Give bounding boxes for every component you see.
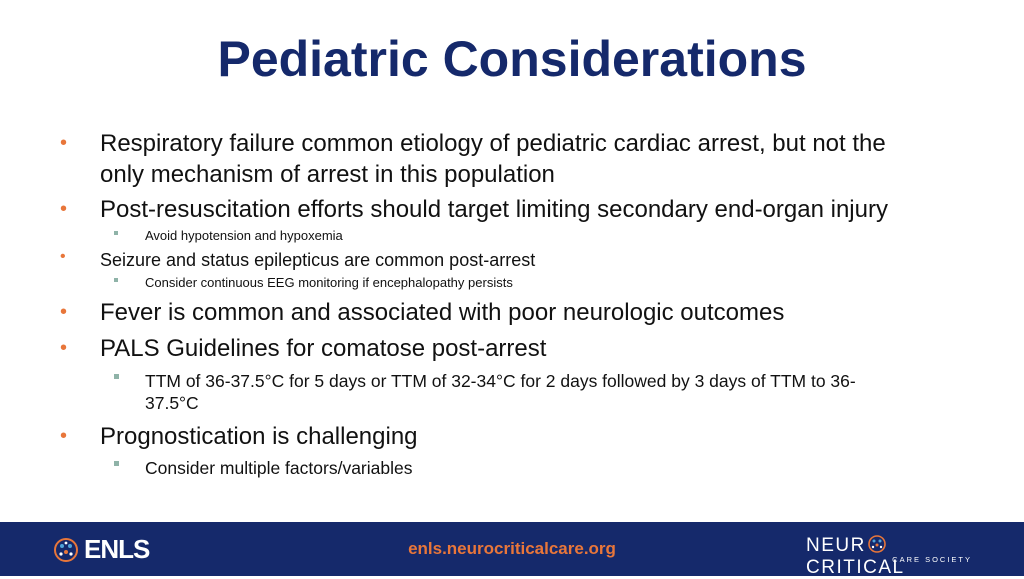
bullet-dot-icon: •	[60, 198, 68, 220]
brain-logo-icon	[867, 534, 887, 554]
sub-bullet-item: Consider continuous EEG monitoring if encephalopathy persists	[145, 275, 513, 290]
footer-url-link[interactable]: enls.neurocriticalcare.org	[408, 539, 616, 558]
ncs-logo-part: NEUR	[806, 535, 866, 556]
sub-bullet-item	[145, 370, 975, 414]
bullet-item	[100, 128, 980, 190]
bullet-text-line: TTM of 36-37.5°C for 5 days or TTM of 32-34°C for 2 days followed by 3 days of TTM to 36-	[145, 371, 856, 391]
bullet-text-line: only mechanism of arrest in this population	[100, 161, 555, 188]
bullet-text-line: 37.5°C	[145, 393, 199, 413]
square-bullet-icon	[114, 278, 118, 282]
ncs-logo-subtitle: CARE SOCIETY	[892, 555, 972, 564]
bullet-dot-icon: •	[60, 425, 68, 447]
bullet-dot-icon: •	[60, 248, 66, 265]
bullet-item: Fever is common and associated with poor neurologic outcomes	[100, 299, 785, 326]
bullet-item: PALS Guidelines for comatose post-arrest	[100, 335, 547, 362]
bullet-item: Prognostication is challenging	[100, 423, 418, 450]
sub-bullet-item: Consider multiple factors/variables	[145, 458, 413, 478]
bullet-text-line: Respiratory failure common etiology of pediatric cardiac arrest, but not the	[100, 130, 886, 157]
footer-bar	[0, 522, 1024, 576]
enls-logo-text: ENLS	[84, 534, 150, 564]
square-bullet-icon	[114, 374, 119, 379]
bullet-item: Seizure and status epilepticus are common post-arrest	[100, 250, 536, 270]
bullet-item: Post-resuscitation efforts should target limiting secondary end-organ injury	[100, 196, 888, 223]
ncs-logo-part: CRITICAL	[806, 557, 905, 578]
sub-bullet-item: Avoid hypotension and hypoxemia	[145, 228, 343, 243]
ncs-logo	[806, 534, 976, 578]
square-bullet-icon	[114, 231, 118, 235]
square-bullet-icon	[114, 461, 119, 466]
bullet-dot-icon: •	[60, 301, 68, 323]
bullet-dot-icon: •	[60, 132, 68, 154]
bullet-dot-icon: •	[60, 337, 68, 359]
slide-title: Pediatric Considerations	[217, 31, 807, 87]
